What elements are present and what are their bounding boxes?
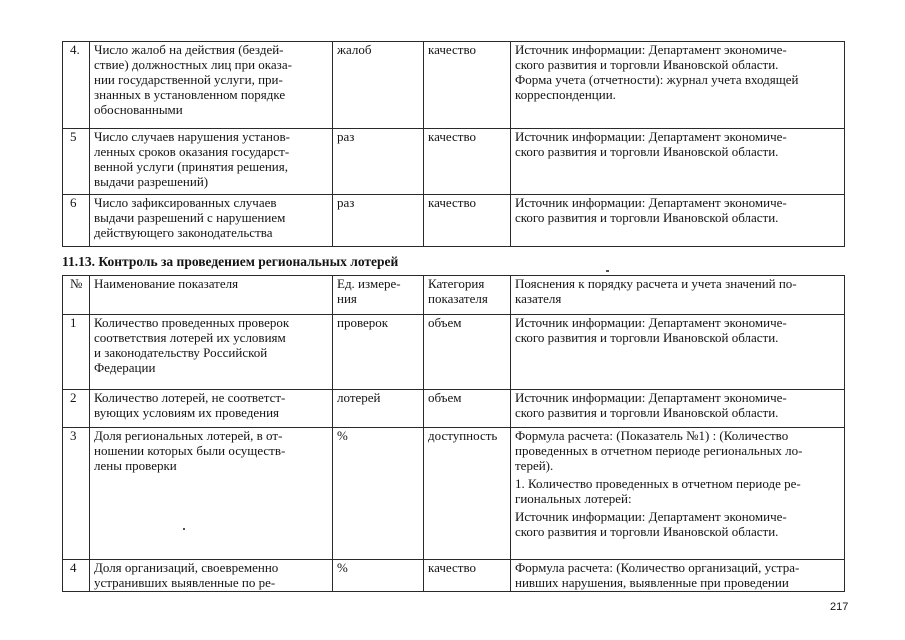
category: объем (424, 390, 511, 428)
row-number: 5 (63, 129, 90, 195)
explanation: Источник информации: Департамент экономиче- ского развития и торговли Ивановской области. (511, 129, 845, 195)
formula-term: 1. Количество проведенных в отчетном периоде ре- гиональных лотерей: (515, 476, 801, 506)
table-row (63, 390, 845, 428)
category: качество (424, 42, 511, 129)
category: доступность (424, 428, 511, 560)
indicator-name: Количество проведенных проверок соответствия лотерей их условиям и законодательству Российской Федерации (90, 315, 333, 390)
unit: проверок (333, 315, 424, 390)
unit: % (333, 560, 424, 592)
table-header-row (63, 276, 845, 315)
scan-speck (183, 528, 185, 530)
table-row (63, 129, 845, 195)
row-number: 4. (63, 42, 90, 129)
scan-speck (606, 270, 609, 272)
header-explanation: Пояснения к порядку расчета и учета значений по- казателя (511, 276, 845, 315)
indicator-name: Число жалоб на действия (бездей- ствие) должностных лиц при оказа- нии государственной услуги, при- знанных в установленном порядке обоснованными (90, 42, 333, 129)
unit: жалоб (333, 42, 424, 129)
explanation: Источник информации: Департамент экономиче- ского развития и торговли Ивановской области. (511, 390, 845, 428)
table-row (63, 195, 845, 247)
table-row (63, 428, 845, 560)
explanation: Формула расчета: (Количество организаций, устра- нивших нарушения, выявленные при проведении (511, 560, 845, 592)
row-number: 1 (63, 315, 90, 390)
explanation: Источник информации: Департамент экономиче- ского развития и торговли Ивановской области. (511, 195, 845, 247)
explanation: Источник информации: Департамент экономиче- ского развития и торговли Ивановской области. (511, 315, 845, 390)
category: объем (424, 315, 511, 390)
indicator-name: Количество лотерей, не соответст- вующих условиям их проведения (90, 390, 333, 428)
unit: % (333, 428, 424, 560)
table-row (63, 315, 845, 390)
category: качество (424, 195, 511, 247)
header-unit: Ед. измере- ния (333, 276, 424, 315)
explanation (511, 428, 845, 560)
table-row (63, 42, 845, 129)
table-row (63, 560, 845, 592)
row-number: 2 (63, 390, 90, 428)
header-name: Наименование показателя (90, 276, 333, 315)
indicator-name: Доля организаций, своевременно устранивших выявленные по ре- (90, 560, 333, 592)
unit: раз (333, 195, 424, 247)
indicator-name: Число случаев нарушения установ- ленных сроков оказания государст- венной услуги (принятия решения, выдачи разрешений) (90, 129, 333, 195)
row-number: 3 (63, 428, 90, 560)
row-number: 4 (63, 560, 90, 592)
section-title: 11.13. Контроль за проведением региональных лотерей (62, 254, 399, 269)
category: качество (424, 560, 511, 592)
category: качество (424, 129, 511, 195)
row-number: 6 (63, 195, 90, 247)
header-number: № (63, 276, 90, 315)
lottery-indicators-table (62, 275, 845, 592)
header-category: Категория показателя (424, 276, 511, 315)
source-text: Источник информации: Департамент экономиче- ского развития и торговли Ивановской области. (515, 509, 787, 539)
explanation: Источник информации: Департамент экономиче- ского развития и торговли Ивановской области. Форма учета (отчетности): журнал учета входящей корреспонденции. (511, 42, 845, 129)
unit: лотерей (333, 390, 424, 428)
indicators-table-continued (62, 41, 845, 247)
formula-text: Формула расчета: (Показатель №1) : (Количество проведенных в отчетном периоде региональных ло- терей). (515, 428, 803, 473)
indicator-name: Доля региональных лотерей, в от- ношении которых были осуществ- лены проверки (90, 428, 333, 560)
indicator-name: Число зафиксированных случаев выдачи разрешений с нарушением действующего законодательства (90, 195, 333, 247)
page-number: 217 (830, 601, 849, 613)
unit: раз (333, 129, 424, 195)
